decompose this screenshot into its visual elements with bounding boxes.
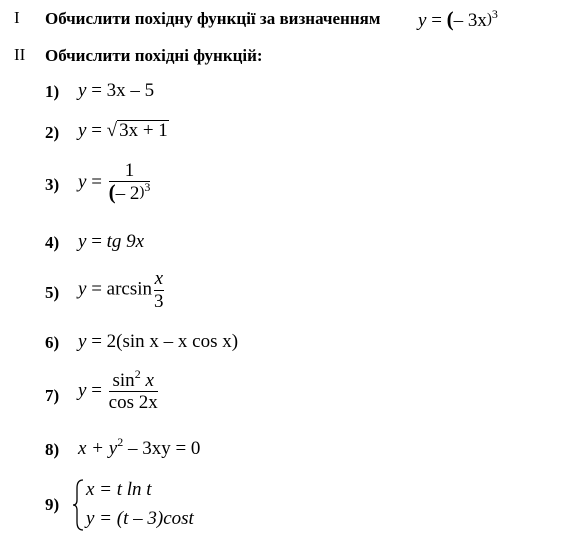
item-5-eq: =: [86, 278, 107, 300]
item-formula-2: [78, 120, 169, 142]
item-3-numerator: 1: [124, 160, 135, 181]
item-3-den-rparen: ): [139, 184, 145, 200]
item-2-radicand: 3x + 1: [119, 120, 168, 141]
item-8-expr-b: – 3xy = 0: [127, 438, 201, 459]
item-number-6: 6): [45, 333, 60, 352]
item-formula-9: [72, 478, 232, 534]
item-8-expr-a: x + y: [78, 438, 118, 459]
item-5-numerator: x: [154, 268, 163, 289]
item-9-row-1: [86, 479, 152, 501]
item-3-y: y: [78, 171, 87, 193]
item-3-eq: =: [86, 171, 107, 193]
item-6-expr: 2(sin x – x cos x): [106, 331, 239, 352]
item-formula-8: [78, 435, 201, 460]
item-3-den-lparen: (: [108, 180, 116, 204]
section-1-formula: [418, 7, 498, 32]
item-9-row-1-text: x = t ln t: [86, 479, 152, 500]
item-2-y: y: [78, 120, 87, 141]
section-number-1: I: [14, 8, 20, 27]
item-number-8: 8): [45, 440, 60, 459]
item-number-9: 9): [45, 495, 60, 514]
item-7-fraction: [108, 367, 158, 413]
item-formula-5: [78, 268, 166, 312]
item-7-num-fn: sin: [112, 370, 135, 391]
item-2-eq: =: [86, 120, 107, 141]
item-formula-1: [78, 80, 154, 102]
item-9-row-2-text: y = (t – 3)cost: [86, 508, 194, 529]
item-formula-7: [78, 367, 160, 413]
section-number-2: II: [14, 45, 26, 64]
formula-rparen: ): [486, 11, 492, 27]
item-formula-3: [78, 160, 152, 206]
item-1-eq: =: [86, 80, 107, 101]
item-number-3: 3): [45, 175, 60, 194]
formula-y: y: [418, 10, 427, 31]
item-number-5: 5): [45, 283, 60, 302]
item-5-fraction: [154, 268, 164, 312]
item-5-fn: arcsin: [106, 278, 153, 300]
item-7-y: y: [78, 379, 87, 401]
item-1-expr: 3x – 5: [106, 80, 155, 101]
item-7-eq: =: [86, 379, 107, 401]
item-4-y: y: [78, 231, 87, 252]
system-brace-icon: [72, 478, 86, 532]
item-formula-4: [78, 231, 144, 253]
item-formula-6: [78, 331, 238, 353]
item-7-num-exp: 2: [134, 367, 141, 381]
item-3-den-exp: 3: [144, 180, 151, 194]
item-6-eq: =: [86, 331, 107, 352]
item-number-4: 4): [45, 233, 60, 252]
item-8-exp: 2: [117, 435, 124, 449]
item-7-num-var: x: [145, 370, 154, 391]
item-number-2: 2): [45, 123, 60, 142]
item-9-row-2: [86, 508, 194, 530]
item-number-1: 1): [45, 82, 60, 101]
item-4-expr: tg 9x: [106, 231, 145, 252]
item-5-denominator: 3: [154, 291, 164, 312]
item-number-7: 7): [45, 386, 60, 405]
formula-eq: =: [426, 10, 447, 31]
item-6-y: y: [78, 331, 87, 352]
formula-rest: – 3x: [453, 10, 487, 31]
item-5-y: y: [78, 278, 87, 300]
item-7-denominator: cos 2x: [108, 392, 158, 413]
item-3-denominator: [109, 181, 151, 206]
item-3-den-rest: – 2: [115, 183, 140, 204]
section-1-heading: Обчислити похідну функції за визначенням: [45, 9, 381, 28]
item-1-y: y: [78, 80, 87, 101]
section-2-heading: Обчислити похідні функцій:: [45, 46, 263, 65]
formula-exp: 3: [491, 7, 498, 21]
formula-lparen: (: [446, 7, 454, 31]
item-4-eq: =: [86, 231, 107, 252]
sqrt-symbol: √ 3x + 1: [106, 120, 168, 141]
item-3-fraction: [109, 160, 151, 206]
item-7-numerator: [109, 367, 158, 391]
